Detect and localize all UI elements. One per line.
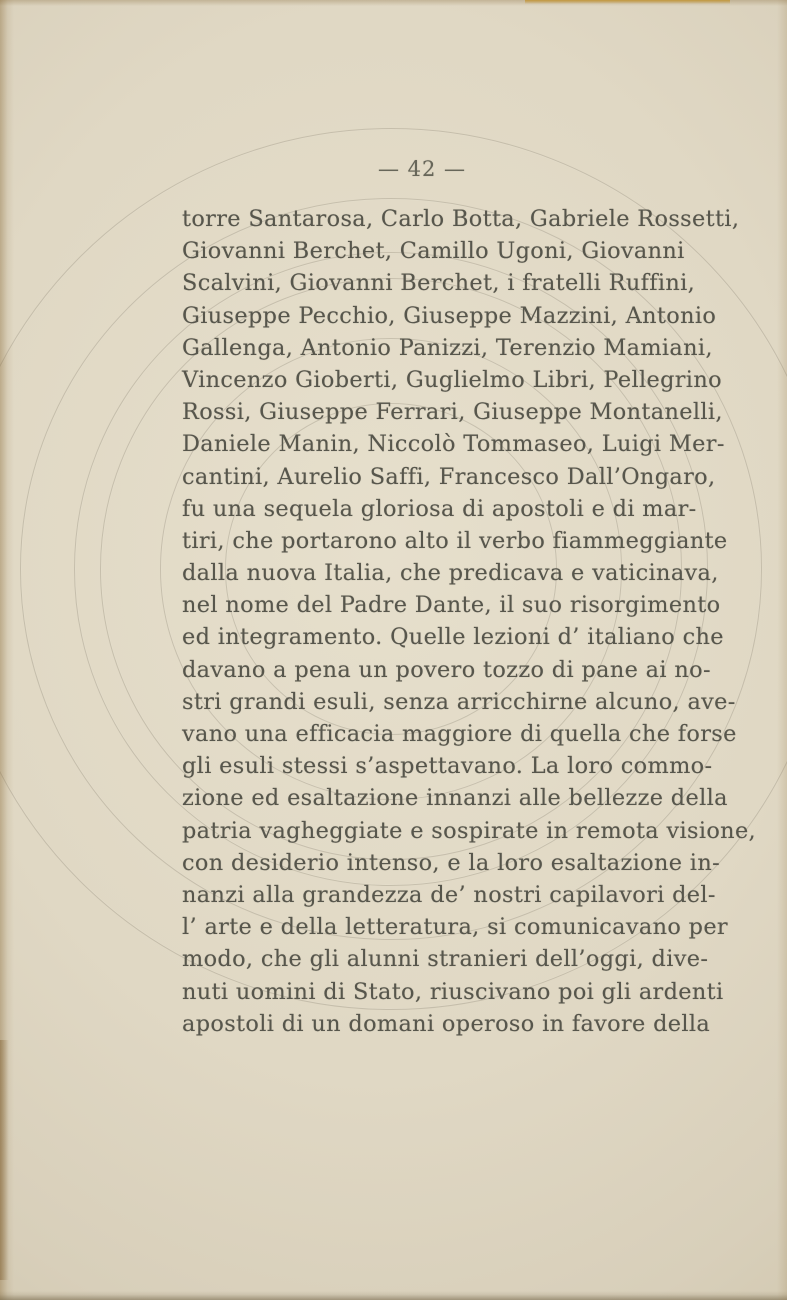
text-line: Rossi, Giuseppe Ferrari, Giuseppe Montanelli, bbox=[182, 399, 723, 426]
page-edge-top-accent bbox=[525, 0, 730, 4]
text-line: davano a pena un povero tozzo di pane ai no- bbox=[182, 656, 711, 683]
text-line: tiri, che portarono alto il verbo fiammeggiante bbox=[182, 527, 728, 554]
text-line: stri grandi esuli, senza arricchirne alcuno, ave- bbox=[182, 688, 736, 715]
text-line: nel nome del Padre Dante, il suo risorgimento bbox=[182, 592, 721, 619]
text-line: Vincenzo Gioberti, Guglielmo Libri, Pellegrino bbox=[182, 366, 722, 393]
page-edge-right bbox=[777, 0, 787, 1300]
text-line: Giuseppe Pecchio, Giuseppe Mazzini, Antonio bbox=[182, 302, 717, 329]
text-line: zione ed esaltazione innanzi alle bellezze della bbox=[182, 785, 728, 812]
text-line: modo, che gli alunni stranieri dell’oggi, dive- bbox=[182, 946, 709, 973]
text-line: Daniele Manin, Niccolò Tommaseo, Luigi Mer- bbox=[182, 431, 725, 458]
text-line: patria vagheggiate e sospirate in remota visione, bbox=[182, 817, 757, 844]
text-line: Scalvini, Giovanni Berchet, i fratelli Ruffini, bbox=[182, 270, 696, 297]
text-line: cantini, Aurelio Saffi, Francesco Dall’Ongaro, bbox=[182, 463, 716, 490]
text-line: con desiderio intenso, e la loro esaltazione in- bbox=[182, 849, 721, 876]
text-line: nuti uomini di Stato, riuscivano poi gli ardenti bbox=[182, 978, 724, 1005]
text-line: nanzi alla grandezza de’ nostri capilavori del- bbox=[182, 881, 716, 908]
text-line: dalla nuova Italia, che predicava e vaticinava, bbox=[182, 560, 719, 587]
text-line: apostoli di un domani operoso in favore della bbox=[182, 1010, 711, 1037]
page-edge-left-shadow bbox=[0, 1040, 9, 1280]
text-line: l’ arte e della letteratura, si comunicavano per bbox=[182, 914, 728, 941]
text-line: ed integramento. Quelle lezioni d’ italiano che bbox=[182, 624, 724, 651]
text-line: Gallenga, Antonio Panizzi, Terenzio Mamiani, bbox=[182, 334, 713, 361]
text-line: torre Santarosa, Carlo Botta, Gabriele Rossetti, bbox=[182, 206, 740, 232]
text-line: fu una sequela gloriosa di apostoli e di mar- bbox=[182, 495, 697, 522]
page-edge-bottom bbox=[0, 1291, 787, 1300]
page-text-block bbox=[182, 203, 757, 1040]
text-line: gli esuli stessi s’aspettavano. La loro commo- bbox=[182, 753, 713, 780]
page-number: — 42 — bbox=[377, 157, 467, 181]
text-line: Giovanni Berchet, Camillo Ugoni, Giovanni bbox=[182, 238, 685, 265]
text-line: vano una efficacia maggiore di quella che forse bbox=[182, 721, 737, 747]
